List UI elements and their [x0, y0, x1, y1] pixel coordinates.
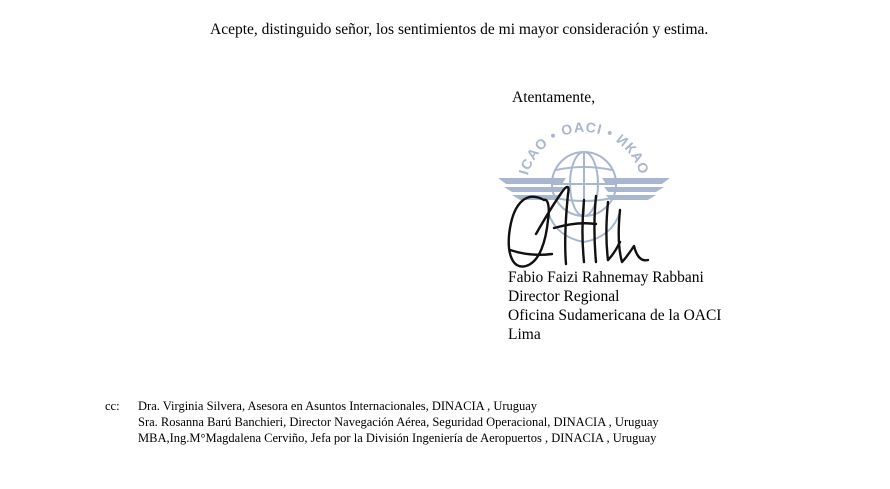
- signatory-office: Oficina Sudamericana de la OACI: [508, 307, 722, 324]
- salutation: Atentamente,: [512, 89, 596, 106]
- signatory-city: Lima: [508, 326, 541, 343]
- closing-sentence: Acepte, distinguido señor, los sentimientos de mi mayor consideración y estima.: [210, 21, 709, 38]
- cc-recipient: MBA,Ing.M°Magdalena Cerviño, Jefa por la División Ingeniería de Aeropuertos , DINACIA , Uruguay: [138, 431, 657, 445]
- cc-recipient: Dra. Virginia Silvera, Asesora en Asuntos Internacionales, DINACIA , Uruguay: [138, 399, 538, 413]
- svg-text:ICAO • OACI • ИКАО: ICAO • OACI • ИКАО: [515, 118, 653, 177]
- signatory-block: [508, 268, 721, 344]
- signatory-title: Director Regional: [508, 288, 620, 305]
- cc-recipient-list: [138, 398, 659, 446]
- signatory-name: Fabio Faizi Rahnemay Rabbani: [508, 269, 704, 286]
- cc-label: cc:: [105, 399, 120, 413]
- cc-recipient: Sra. Rosanna Barú Banchieri, Director Navegación Aérea, Seguridad Operacional, DINACIA , Uruguay: [138, 415, 659, 429]
